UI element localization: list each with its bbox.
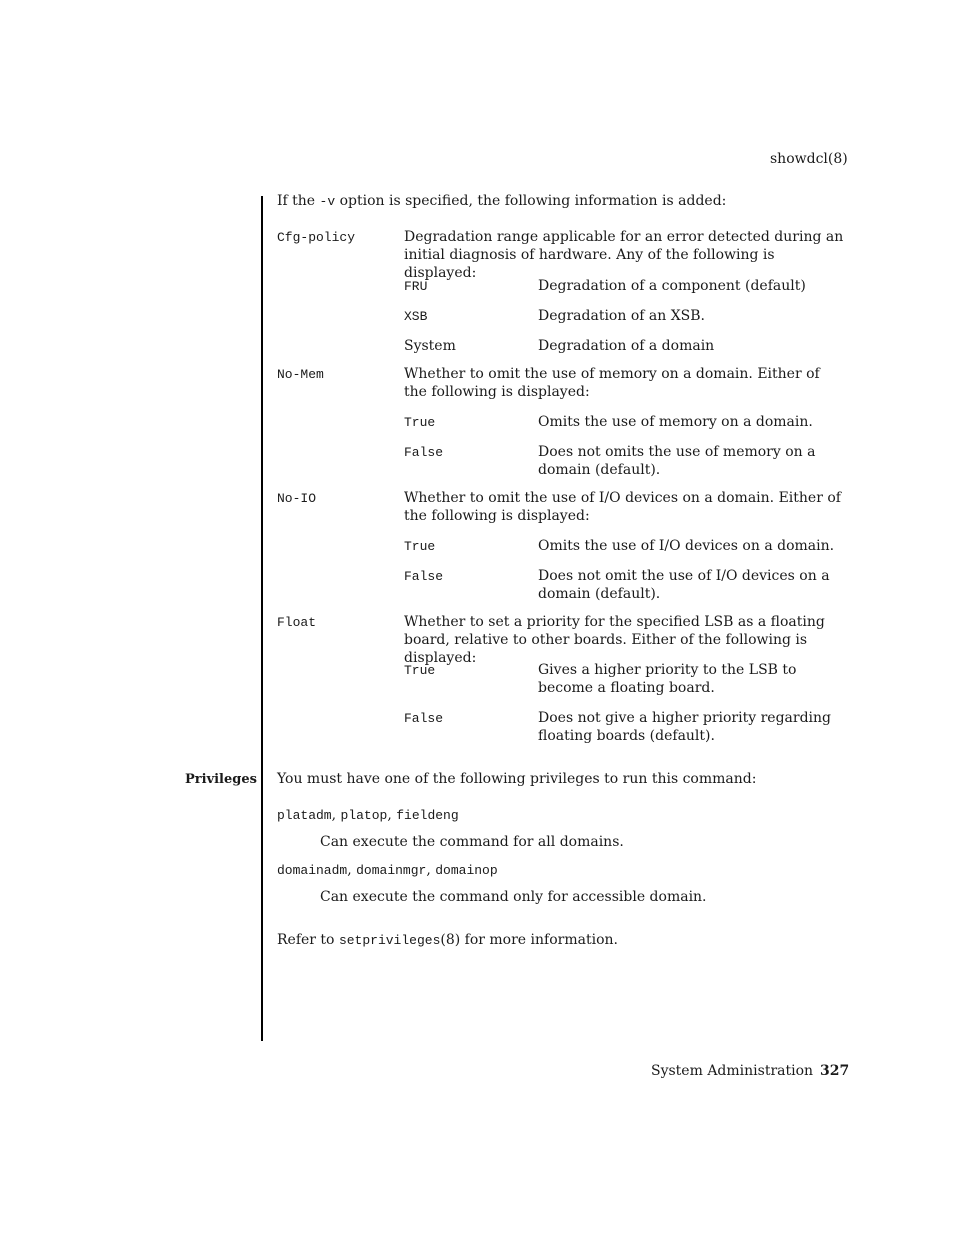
desc-float: Whether to set a priority for the specified LSB as a floating board, relative to other boards. Either of the following is displayed: — [404, 614, 825, 666]
desc-no-io: Whether to omit the use of I/O devices on a domain. Either of the following is displayed: — [404, 490, 841, 524]
value-false-desc: Does not omit the use of I/O devices on a domain (default). — [538, 568, 830, 602]
value-system-desc: Degradation of a domain — [538, 338, 715, 354]
value-true: True — [404, 539, 436, 554]
value-false: False — [404, 569, 444, 584]
privilege-description: Can execute the command for all domains. — [320, 834, 624, 850]
refer-post: (8) for more information. — [440, 932, 618, 948]
privilege-name: platop — [340, 808, 388, 823]
privileges-intro: You must have one of the following privileges to run this command: — [277, 771, 757, 787]
term-no-mem: No-Mem — [277, 367, 324, 382]
value-true-desc: Omits the use of memory on a domain. — [538, 414, 813, 430]
desc-cfg-policy: Degradation range applicable for an error detected during an initial diagnosis of hardware. Any of the following is displayed: — [404, 229, 844, 281]
separator: , — [347, 862, 357, 878]
value-false: False — [404, 445, 444, 460]
value-true: True — [404, 663, 436, 678]
privilege-name: platadm — [277, 808, 332, 823]
privilege-name: fieldeng — [396, 808, 459, 823]
value-false-desc: Does not give a higher priority regarding floating boards (default). — [538, 710, 831, 744]
privilege-name: domainadm — [277, 863, 348, 878]
refer-pre: Refer to — [277, 932, 339, 948]
term-no-io: No-IO — [277, 491, 317, 506]
privilege-list — [277, 806, 459, 825]
term-float: Float — [277, 615, 317, 630]
value-xsb: XSB — [404, 309, 428, 324]
intro-option: -v — [319, 194, 336, 209]
term-cfg-policy: Cfg-policy — [277, 230, 356, 245]
privilege-name: domainop — [435, 863, 498, 878]
page-header: showdcl(8) — [770, 151, 848, 167]
intro-paragraph — [277, 192, 726, 211]
separator: , — [387, 807, 397, 823]
value-true-desc: Omits the use of I/O devices on a domain. — [538, 538, 835, 554]
privilege-description: Can execute the command only for accessible domain. — [320, 889, 707, 905]
section-label-privileges: Privileges — [185, 772, 257, 787]
privilege-name: domainmgr — [356, 863, 427, 878]
page-number: 327 — [820, 1063, 850, 1079]
refer-command: setprivileges — [338, 933, 441, 948]
desc-no-mem: Whether to omit the use of memory on a domain. Either of the following is displayed: — [404, 366, 820, 400]
privilege-list — [277, 861, 498, 880]
footer-title: System Administration — [651, 1063, 814, 1079]
value-xsb-desc: Degradation of an XSB. — [538, 308, 705, 324]
separator: , — [426, 862, 436, 878]
change-bar — [261, 196, 263, 1041]
value-true: True — [404, 415, 436, 430]
intro-post: option is specified, the following information is added: — [335, 193, 727, 209]
value-true-desc: Gives a higher priority to the LSB to become a floating board. — [538, 662, 797, 696]
value-false: False — [404, 711, 444, 726]
value-fru-desc: Degradation of a component (default) — [538, 278, 806, 294]
value-system: System — [404, 338, 456, 354]
refer-paragraph — [277, 931, 618, 950]
intro-pre: If the — [277, 193, 320, 209]
value-false-desc: Does not omits the use of memory on a domain (default). — [538, 444, 816, 478]
value-fru: FRU — [404, 279, 428, 294]
separator: , — [331, 807, 341, 823]
